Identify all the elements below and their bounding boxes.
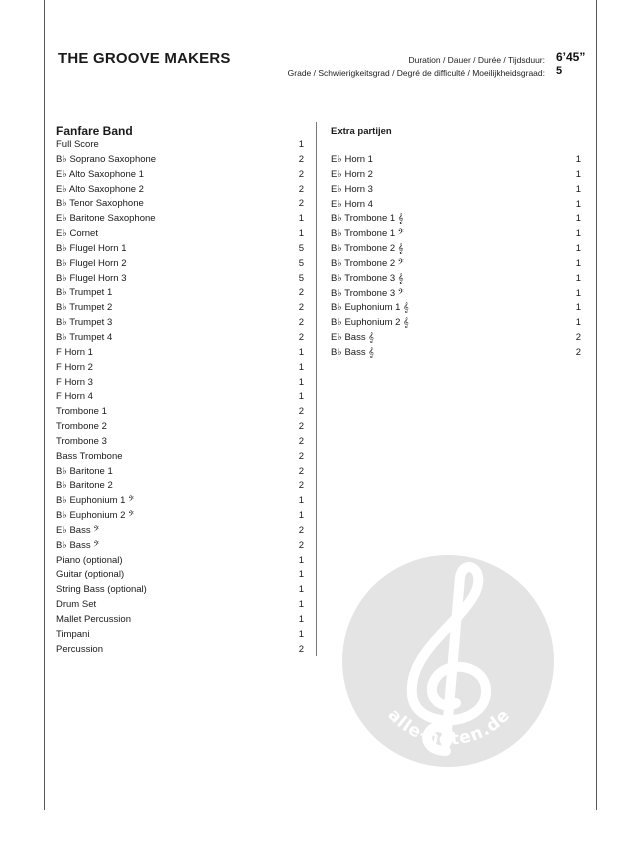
part-name: Mallet Percussion [56,614,131,625]
watermark [342,555,554,767]
grade-label: Grade / Schwierigkeitsgrad / Degré de difficulté / Moeilijkheidsgraad: [287,68,545,78]
part-count: 1 [575,228,581,240]
part-name: B♭ Soprano Saxophone [56,153,157,165]
extra-parts-heading: Extra partijen [331,126,392,137]
part-count: 1 [575,198,581,210]
part-count: 1 [575,302,581,314]
part-name: B♭ Tenor Saxophone [56,198,144,210]
part-count: 2 [298,465,304,477]
part-count: 1 [298,391,304,403]
part-row [56,509,304,524]
part-row [56,494,304,509]
part-name: B♭ Flugel Horn 3 [56,272,127,284]
part-name: B♭ Flugel Horn 2 [56,257,127,269]
part-name: F Horn 2 [56,361,93,373]
right-margin-rule [596,0,597,810]
part-row [331,168,581,183]
part-name: B♭ Trumpet 2 [56,302,113,314]
part-count: 5 [298,257,304,269]
part-name: B♭ Trombone 3 𝄞 [331,272,404,284]
part-row [56,168,304,183]
part-count: 2 [298,450,304,462]
part-count: 2 [298,406,304,418]
part-count: 2 [298,198,304,210]
part-row [56,479,304,494]
part-name: B♭ Euphonium 2 𝄢 [56,510,135,522]
part-count: 1 [298,361,304,373]
part-row [331,331,581,346]
part-count: 1 [298,376,304,388]
part-row [56,465,304,480]
part-name: B♭ Trombone 1 𝄞 [331,213,404,225]
part-row [331,242,581,257]
part-name: B♭ Bass 𝄢 [56,539,100,551]
part-count: 1 [575,168,581,180]
left-margin-rule [44,0,45,810]
part-name: B♭ Trombone 3 𝄢 [331,287,404,299]
part-count: 2 [298,287,304,299]
part-name: Drum Set [56,599,97,611]
part-name: E♭ Horn 1 [331,154,373,165]
part-row [56,183,304,198]
part-name: E♭ Horn 4 [331,198,373,210]
watermark-text: alle-noten.de [383,705,515,750]
part-row [56,613,304,628]
part-row [56,390,304,405]
part-count: 1 [575,243,581,255]
part-row [56,286,304,301]
part-name: String Bass (optional) [56,584,147,596]
part-row [56,554,304,569]
part-name: Piano (optional) [56,554,123,566]
part-name: B♭ Trumpet 4 [56,331,113,343]
part-name: B♭ Trombone 2 𝄢 [331,257,404,269]
part-row [56,568,304,583]
part-row [56,376,304,391]
part-row [331,212,581,227]
part-count: 2 [298,539,304,551]
part-count: 1 [575,257,581,269]
part-count: 1 [298,228,304,240]
part-name: B♭ Euphonium 1 𝄞 [331,302,409,314]
part-count: 2 [575,346,581,358]
part-name: F Horn 1 [56,346,93,358]
part-count: 2 [298,317,304,329]
part-row [56,153,304,168]
part-name: E♭ Bass 𝄞 [331,332,374,344]
part-name: B♭ Trombone 1 𝄢 [331,228,404,240]
part-row [331,272,581,287]
part-name: Guitar (optional) [56,569,125,581]
part-row [331,346,581,361]
part-name: E♭ Alto Saxophone 2 [56,183,144,195]
part-count: 1 [575,154,581,165]
grade-value: 5 [556,65,563,77]
part-count: 2 [298,331,304,343]
part-count: 1 [298,510,304,522]
part-count: 1 [575,272,581,284]
part-name: E♭ Horn 3 [331,183,373,195]
duration-value: 6’45” [556,50,586,64]
part-name: Full Score [56,139,99,150]
part-name: E♭ Bass 𝄢 [56,524,100,536]
part-name: B♭ Bass 𝄞 [331,346,374,358]
part-row [56,405,304,420]
part-count: 2 [298,302,304,314]
part-name: B♭ Euphonium 1 𝄢 [56,495,135,507]
part-row [331,301,581,316]
part-name: B♭ Baritone 2 [56,480,113,492]
part-count: 2 [298,421,304,433]
part-count: 1 [298,139,304,150]
fanfare-band-heading: Fanfare Band [56,124,133,138]
part-count: 1 [298,599,304,611]
part-row [56,212,304,227]
part-count: 2 [298,524,304,536]
part-row [56,420,304,435]
part-name: B♭ Euphonium 2 𝄞 [331,317,409,329]
part-count: 5 [298,242,304,254]
part-count: 5 [298,272,304,284]
part-row [56,539,304,554]
part-name: E♭ Cornet [56,228,98,240]
part-name: Trombone 3 [56,435,107,447]
fanfare-band-parts-list [56,138,304,658]
part-row [331,257,581,272]
part-row [56,524,304,539]
page-title: THE GROOVE MAKERS [58,50,231,67]
part-row [56,598,304,613]
part-count: 1 [298,554,304,566]
part-row [56,242,304,257]
part-name: B♭ Trumpet 1 [56,287,113,299]
part-count: 1 [298,495,304,507]
part-count: 2 [298,168,304,180]
part-count: 2 [298,183,304,195]
part-count: 2 [298,643,304,655]
part-count: 1 [298,346,304,358]
part-count: 1 [298,614,304,625]
part-row [56,628,304,643]
part-name: F Horn 4 [56,391,93,403]
part-row [56,227,304,242]
part-count: 1 [575,183,581,195]
part-row [331,183,581,198]
part-row [56,316,304,331]
part-row [56,346,304,361]
part-row [56,197,304,212]
extra-parts-list [331,153,581,361]
part-row [56,138,304,153]
part-name: Trombone 1 [56,406,107,418]
part-row [56,257,304,272]
part-count: 1 [575,287,581,299]
part-row [331,287,581,302]
part-name: B♭ Trombone 2 𝄞 [331,243,404,255]
part-count: 1 [575,317,581,329]
column-divider [316,122,317,656]
part-row [56,450,304,465]
duration-label: Duration / Dauer / Durée / Tijdsduur: [408,55,545,65]
part-row [56,361,304,376]
part-name: Trombone 2 [56,421,107,433]
part-name: E♭ Baritone Saxophone [56,213,156,225]
part-count: 1 [575,213,581,225]
part-row [56,435,304,450]
part-count: 1 [298,213,304,225]
part-row [331,227,581,242]
part-name: F Horn 3 [56,376,93,388]
part-name: B♭ Baritone 1 [56,465,113,477]
part-name: Timpani [56,628,90,640]
part-row [331,198,581,213]
part-name: Percussion [56,643,103,655]
part-row [56,272,304,287]
part-row [331,153,581,168]
part-name: E♭ Alto Saxophone 1 [56,168,144,180]
part-count: 2 [298,480,304,492]
part-count: 1 [298,569,304,581]
part-count: 1 [298,628,304,640]
part-row [56,643,304,658]
part-row [56,583,304,598]
part-name: B♭ Flugel Horn 1 [56,242,127,254]
part-count: 2 [298,153,304,165]
part-name: B♭ Trumpet 3 [56,317,113,329]
part-name: E♭ Horn 2 [331,168,373,180]
part-row [331,316,581,331]
part-count: 1 [298,584,304,596]
part-row [56,331,304,346]
part-row [56,301,304,316]
part-name: Bass Trombone [56,450,123,462]
part-count: 2 [298,435,304,447]
part-count: 2 [575,332,581,344]
